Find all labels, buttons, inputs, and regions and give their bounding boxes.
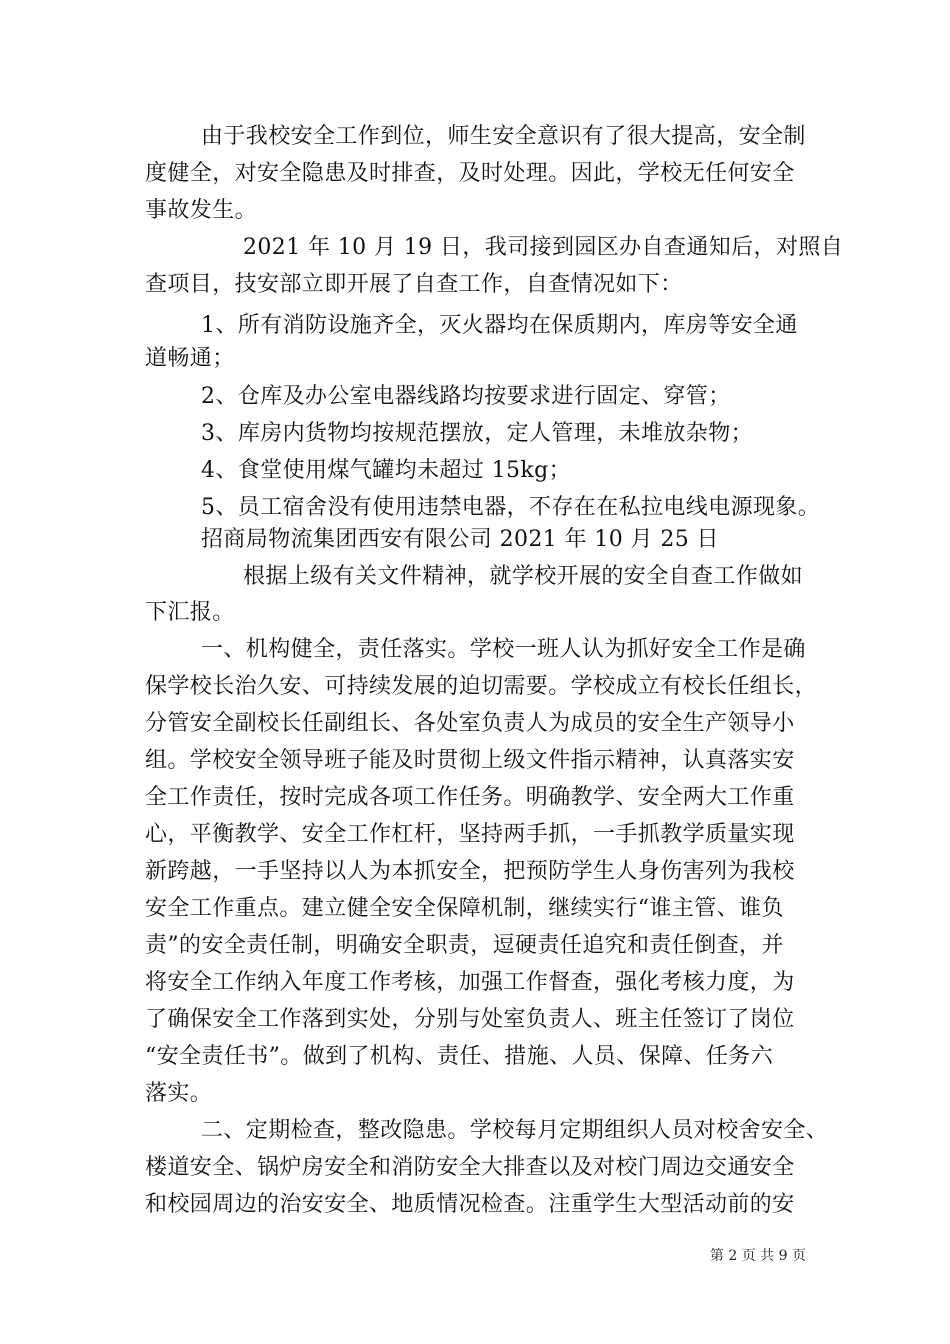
text-line: 分管安全副校长任副组长、各处室负责人为成员的安全生产领导小 — [145, 711, 795, 736]
text-line: 根据上级有关文件精神，就学校开展的安全自查工作做如 — [243, 564, 804, 589]
text-line: 下汇报。 — [145, 600, 235, 625]
text-line: 新跨越，一手坚持以人为本抓安全，把预防学生人身伤害列为我校 — [145, 859, 795, 884]
text-line: 责”的安全责任制，明确安全职责，逗硬责任追究和责任倒查，并 — [145, 933, 784, 958]
text-line: 落实。 — [145, 1081, 213, 1106]
list-item: 4、食堂使用煤气罐均未超过 15kg； — [201, 458, 571, 483]
list-item: 3、库房内货物均按规范摆放，定人管理，未堆放杂物； — [201, 421, 753, 446]
text-line: 楼道安全、锅炉房安全和消防安全大排查以及对校门周边交通安全 — [145, 1155, 795, 1180]
page-number: 第 2 页 共 9 页 — [709, 1248, 806, 1264]
text-line: 组。学校安全领导班子能及时贯彻上级文件指示精神，认真落实安 — [145, 748, 795, 773]
list-item: 1、所有消防设施齐全，灭火器均在保质期内，库房等安全通 — [201, 313, 798, 338]
text-line: 2021 年 10 月 19 日，我司接到园区办自查通知后，对照自 — [243, 235, 844, 260]
text-line: 度健全，对安全隐患及时排查，及时处理。因此，学校无任何安全 — [145, 161, 795, 186]
text-line: 心，平衡教学、安全工作杠杆，坚持两手抓，一手抓教学质量实现 — [145, 822, 795, 847]
text-line: “安全责任书”。做到了机构、责任、措施、人员、保障、任务六 — [145, 1044, 774, 1069]
text-line: 全工作责任，按时完成各项工作任务。明确教学、安全两大工作重 — [145, 785, 795, 810]
list-item: 2、仓库及办公室电器线路均按要求进行固定、穿管； — [201, 384, 731, 409]
section-heading-line: 一、机构健全，责任落实。学校一班人认为抓好安全工作是确 — [201, 637, 806, 662]
text-line: 查项目，技安部立即开展了自查工作，自查情况如下： — [145, 272, 683, 297]
text-line: 和校园周边的治安安全、地质情况检查。注重学生大型活动前的安 — [145, 1192, 795, 1217]
text-line: 保学校长治久安、可持续发展的迫切需要。学校成立有校长任组长， — [145, 674, 818, 699]
text-line: 由于我校安全工作到位，师生安全意识有了很大提高，安全制 — [201, 124, 806, 149]
text-line: 道畅通； — [145, 346, 235, 371]
text-line: 将安全工作纳入年度工作考核，加强工作督查，强化考核力度，为 — [145, 970, 795, 995]
section-heading-line: 二、定期检查，整改隐患。学校每月定期组织人员对校舍安全、 — [201, 1118, 829, 1143]
signature-line: 招商局物流集团西安有限公司 2021 年 10 月 25 日 — [201, 527, 719, 552]
list-item: 5、员工宿舍没有使用违禁电器，不存在在私拉电线电源现象。 — [201, 495, 821, 520]
text-line: 事故发生。 — [145, 198, 258, 223]
text-line: 安全工作重点。建立健全安全保障机制，继续实行“谁主管、谁负 — [145, 896, 784, 921]
text-line: 了确保安全工作落到实处，分别与处室负责人、班主任签订了岗位 — [145, 1007, 795, 1032]
